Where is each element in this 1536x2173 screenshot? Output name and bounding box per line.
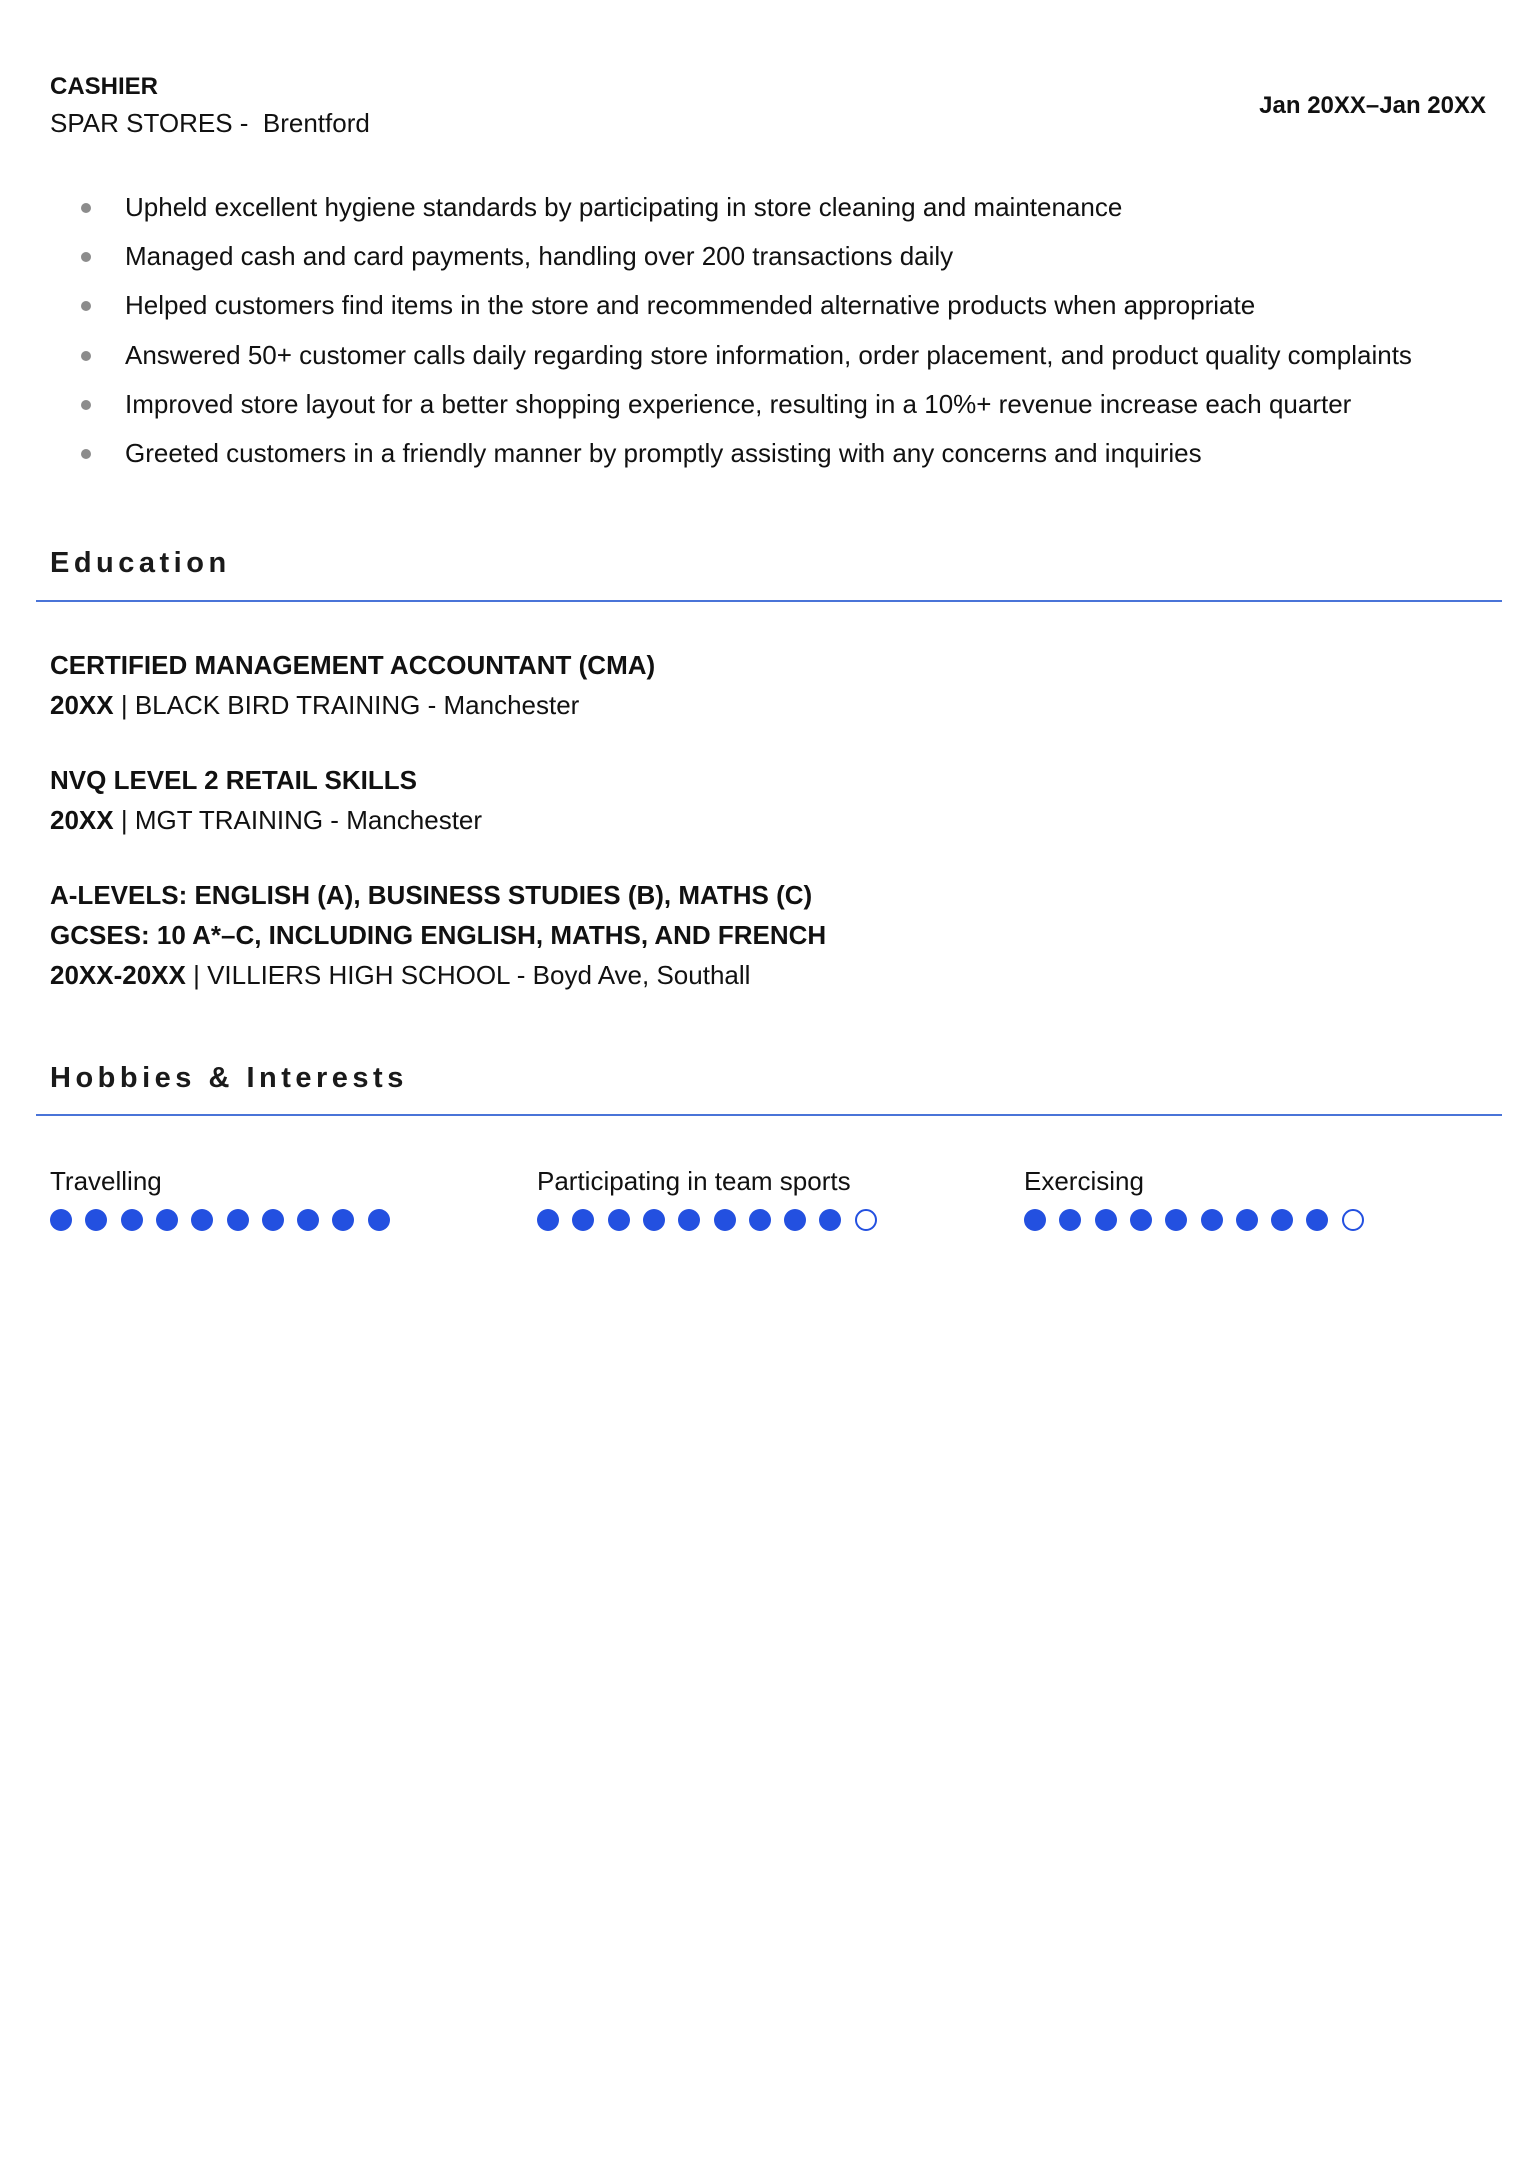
- education-entry: [50, 760, 482, 840]
- education-divider: [36, 600, 1502, 602]
- rating-dot-filled: [85, 1209, 107, 1231]
- education-year: 20XX: [50, 690, 114, 720]
- list-item: [75, 387, 1412, 436]
- education-title-secondary: GCSES: 10 A*–C, INCLUDING ENGLISH, MATHS, AND FRENCH: [50, 920, 827, 950]
- hobbies-heading: Hobbies & Interests: [50, 1062, 408, 1094]
- bullet-text: Greeted customers in a friendly manner by promptly assisting with any concerns and inquiries: [125, 437, 1202, 468]
- rating-dot-filled: [1306, 1209, 1328, 1231]
- education-title: A-LEVELS: ENGLISH (A), BUSINESS STUDIES (B), MATHS (C): [50, 880, 813, 910]
- education-title: CERTIFIED MANAGEMENT ACCOUNTANT (CMA): [50, 650, 656, 680]
- list-item: [75, 239, 1412, 288]
- list-item: [75, 436, 1412, 485]
- rating-dot-filled: [714, 1209, 736, 1231]
- rating-dot-filled: [1201, 1209, 1223, 1231]
- list-item: [75, 190, 1412, 239]
- job-bullet-list: [75, 190, 1412, 485]
- education-title: NVQ LEVEL 2 RETAIL SKILLS: [50, 765, 417, 795]
- bullet-icon: [81, 449, 91, 459]
- education-institution: BLACK BIRD TRAINING - Manchester: [134, 690, 580, 720]
- rating-dot-filled: [749, 1209, 771, 1231]
- education-separator: |: [113, 805, 135, 835]
- list-item: [75, 288, 1412, 337]
- education-entry: [50, 875, 826, 995]
- bullet-text: Upheld excellent hygiene standards by participating in store cleaning and maintenance: [125, 192, 1123, 222]
- rating-dot-filled: [50, 1209, 72, 1231]
- bullet-icon: [81, 252, 91, 262]
- bullet-text: Answered 50+ customer calls daily regarding store information, order placement, and product quality complaints: [125, 339, 1412, 370]
- education-institution: MGT TRAINING - Manchester: [134, 805, 483, 835]
- rating-dot-filled: [643, 1209, 665, 1231]
- education-separator: |: [185, 960, 208, 990]
- rating-dot-filled: [191, 1209, 213, 1231]
- rating-dot-empty: [855, 1209, 877, 1231]
- bullet-icon: [81, 400, 91, 410]
- education-year: 20XX-20XX: [50, 960, 186, 990]
- bullet-icon: [81, 203, 91, 213]
- rating-dot-filled: [1024, 1209, 1046, 1231]
- rating-dot-filled: [1130, 1209, 1152, 1231]
- education-heading: Education: [50, 547, 231, 579]
- rating-dot-filled: [1165, 1209, 1187, 1231]
- rating-dot-filled: [1095, 1209, 1117, 1231]
- education-entry: [50, 645, 655, 725]
- rating-dot-filled: [608, 1209, 630, 1231]
- education-institution: VILLIERS HIGH SCHOOL - Boyd Ave, Southall: [207, 960, 751, 990]
- rating-dot-filled: [156, 1209, 178, 1231]
- rating-dot-filled: [262, 1209, 284, 1231]
- list-item: [75, 338, 1412, 387]
- hobby-rating: [50, 1209, 470, 1235]
- job-dates: Jan 20XX–Jan 20XX: [1259, 92, 1486, 119]
- rating-dot-filled: [227, 1209, 249, 1231]
- rating-dot-filled: [332, 1209, 354, 1231]
- education-separator: |: [113, 690, 135, 720]
- rating-dot-filled: [1271, 1209, 1293, 1231]
- rating-dot-filled: [537, 1209, 559, 1231]
- rating-dot-filled: [368, 1209, 390, 1231]
- rating-dot-filled: [678, 1209, 700, 1231]
- hobby-item: [50, 1163, 470, 1235]
- hobby-label: Travelling: [50, 1166, 162, 1196]
- education-detail: [50, 955, 826, 995]
- education-detail: [50, 800, 482, 840]
- hobby-label: Exercising: [1024, 1166, 1144, 1196]
- hobby-item: [537, 1163, 957, 1235]
- bullet-text: Managed cash and card payments, handling over 200 transactions daily: [125, 241, 954, 272]
- job-title: CASHIER: [50, 73, 159, 100]
- bullet-text: Improved store layout for a better shopping experience, resulting in a 10%+ revenue increase each quarter: [125, 388, 1352, 419]
- rating-dot-filled: [121, 1209, 143, 1231]
- job-company: SPAR STORES - Brentford: [50, 108, 370, 138]
- hobbies-divider: [36, 1114, 1502, 1116]
- rating-dot-filled: [784, 1209, 806, 1231]
- bullet-icon: [81, 301, 91, 311]
- hobby-label: Participating in team sports: [537, 1166, 851, 1196]
- rating-dot-filled: [1059, 1209, 1081, 1231]
- rating-dot-filled: [572, 1209, 594, 1231]
- hobby-item: [1024, 1163, 1444, 1235]
- hobby-rating: [1024, 1209, 1444, 1235]
- bullet-text: Helped customers find items in the store and recommended alternative products when appropriate: [125, 290, 1256, 321]
- hobby-rating: [537, 1209, 957, 1235]
- education-year: 20XX: [50, 805, 114, 835]
- rating-dot-filled: [819, 1209, 841, 1231]
- rating-dot-filled: [1236, 1209, 1258, 1231]
- rating-dot-empty: [1342, 1209, 1364, 1231]
- education-detail: [50, 685, 655, 725]
- rating-dot-filled: [297, 1209, 319, 1231]
- bullet-icon: [81, 351, 91, 361]
